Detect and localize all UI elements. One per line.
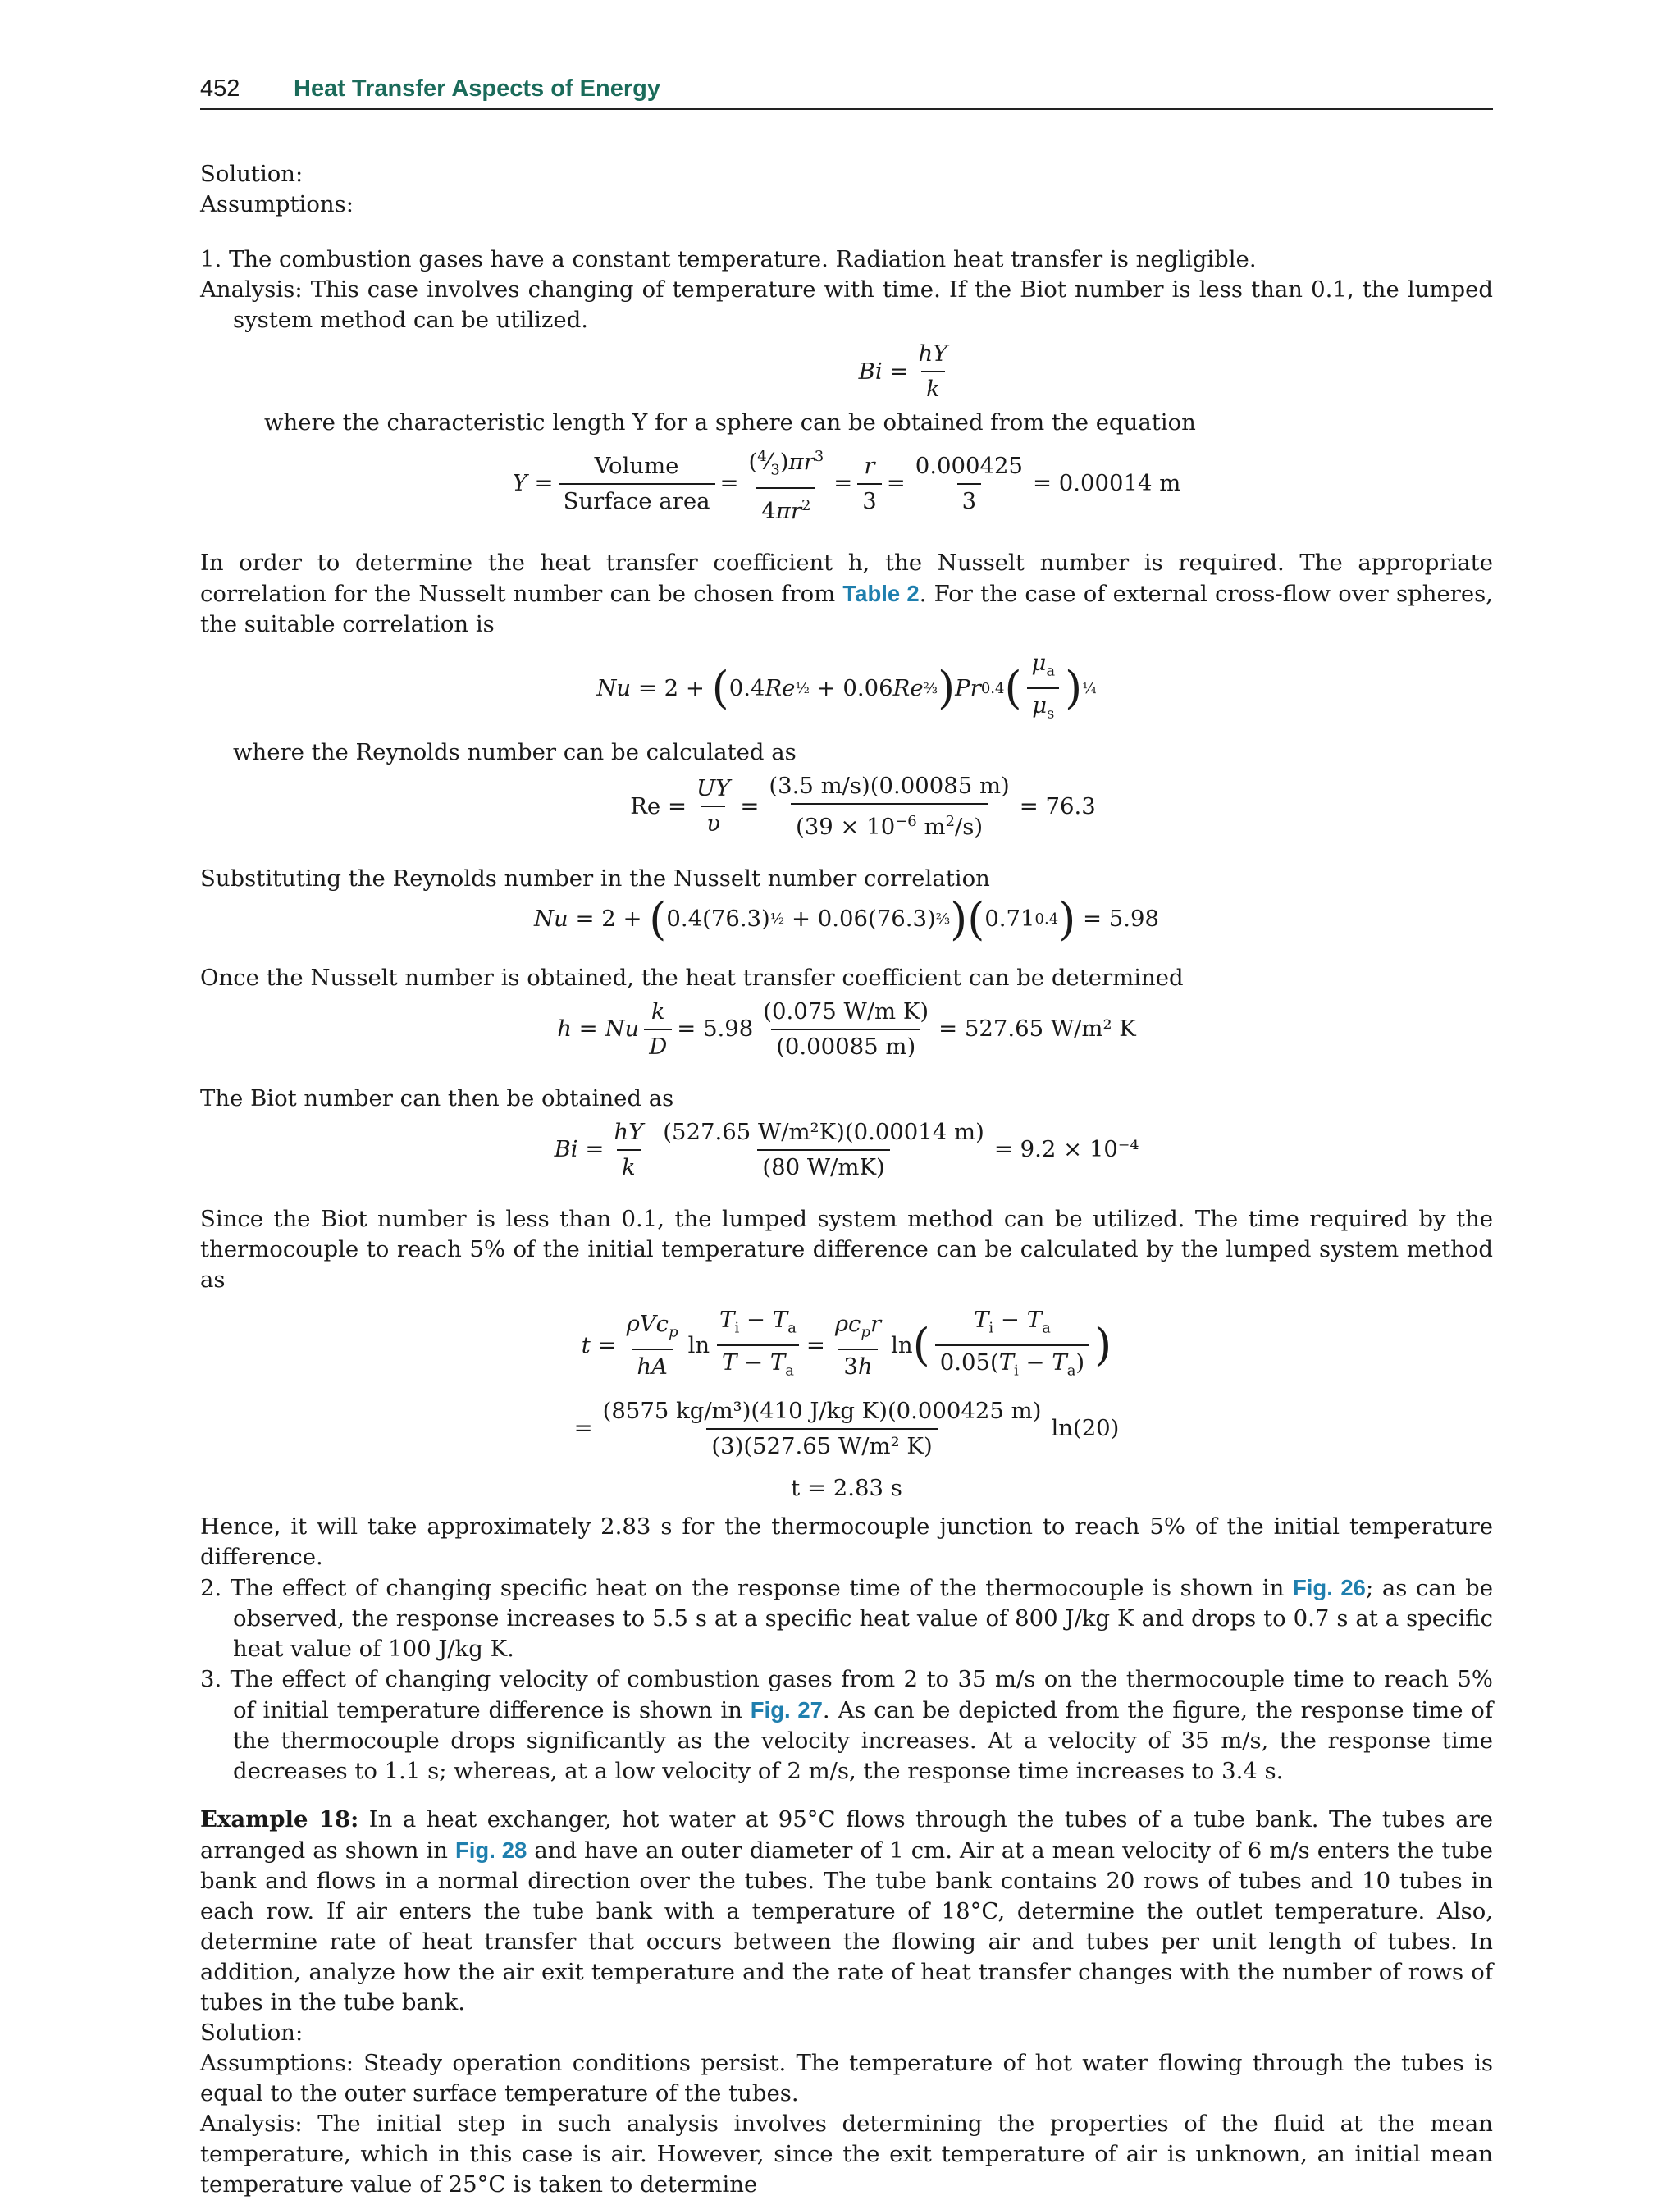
bi-result: = 9.2 × 10⁻⁴	[993, 1136, 1139, 1163]
substituting-text: Substituting the Reynolds number in the Nusselt number correlation	[200, 865, 990, 892]
bi-denominator: (80 W/mK)	[757, 1149, 889, 1183]
reynolds-text: where the Reynolds number can be calculated as	[233, 738, 797, 765]
table-2-link[interactable]: Table 2	[842, 580, 920, 606]
equation-biot-value: Bi = $\frac{hY}{k}$ $\frac{\text{(527.65 W/m²K)(0.00014 m)}}{(80 W/mK)}$ = 9.2 × 10⁻⁴	[200, 1117, 1493, 1183]
assumptions-paragraph-2: Assumptions: Steady operation conditions persist. The temperature of hot water flowing through the tubes is equal to the outer surface temperature of the tubes.	[200, 2049, 1493, 2106]
assumption-item-1: 1. The combustion gases have a constant temperature. Radiation heat transfer is negligible.	[200, 246, 1257, 272]
t-numerator: (8575 kg/m³)(410 J/kg K)(0.000425 m)	[602, 1397, 1042, 1424]
biot-then-text: The Biot number can then be obtained as	[200, 1084, 674, 1111]
hence-text: Hence, it will take approximately 2.83 s for the thermocouple junction to reach 5% of the initial temperature difference.	[200, 1513, 1493, 1570]
running-header	[200, 75, 1493, 110]
solution-label: Solution:	[200, 161, 304, 187]
nu-result: = 5.98	[1083, 906, 1160, 933]
example-18-label: Example 18:	[200, 1805, 359, 1833]
t-denominator: (3)(527.65 W/m² K)	[706, 1428, 937, 1462]
equation-biot-definition: Bi = $\frac{hY}{k}$	[323, 339, 1493, 404]
since-paragraph: Since the Biot number is less than 0.1, the lumped system method can be utilized. The time required by the thermocouple to reach 5% of the initial temperature difference can be calculated by the lumped system method as	[200, 1205, 1493, 1293]
page	[200, 0, 1494, 2198]
fig-28-link[interactable]: Fig. 28	[454, 1837, 527, 1863]
body-text	[200, 159, 1493, 2200]
re-numerator: (3.5 m/s)(0.00085 m)	[769, 772, 1010, 799]
analysis-paragraph-2: Analysis: The initial step in such analysis involves determining the properties of the fluid at the mean temperature, which in this case is air. However, since the exit temperature of air is unknown, an initial mean temperature value of 25°C is taken to determine	[200, 2110, 1493, 2198]
h-numerator: (0.075 W/m K)	[763, 997, 929, 1025]
equation-lumped-time: t = $\frac{\rho Vc_p}{hA}$ ln $\frac{T_i - T_a}{T - T_a}$ = $\frac{\rho c_pr}{3h}$ ln ( $\frac{T_i - T_a}{0.05(T_i - T_a)}$ )	[200, 1305, 1493, 1386]
result-item-3: 3. The effect of changing velocity of combustion gases from 2 to 35 m/s on the thermocouple time to reach 5% of initial temperature difference is shown in Fig. 27. As can be depicted from the figure, the response time of the thermocouple drops significantly as the velocity increases. At a velocity of 35 m/s, the response time decreases to 1.1 s; whereas, at a low velocity of 2 m/s, the response time increases to 3.4 s.	[200, 1665, 1493, 1784]
solution-label-2: Solution:	[200, 2019, 304, 2046]
example-18-paragraph: Example 18: In a heat exchanger, hot water at 95°C flows through the tubes of a tube bank. The tubes are arranged as shown in Fig. 28 and have an outer diameter of 1 cm. Air at a mean velocity of 6 m/s enters the tube bank and flows in a normal direction over the tubes. The tube bank contains 20 rows of tubes and 10 tubes in each row. If air enters the tube bank with a temperature of 18°C, determine the outlet temperature. Also, determine rate of heat transfer that occurs between the flowing air and tubes per unit length of tubes. In addition, analyze how the air exit temperature and the rate of heat transfer changes with the number of rows of tubes in the tube bank.	[200, 1805, 1493, 2015]
assumptions-label: Assumptions:	[200, 191, 354, 217]
fig-27-link[interactable]: Fig. 27	[750, 1696, 823, 1723]
h-denominator: (0.00085 m)	[771, 1029, 920, 1062]
analysis-paragraph: Analysis: This case involves changing of temperature with time. If the Biot number is less than 0.1, the lumped system method can be utilized.	[200, 276, 1493, 333]
running-title: Heat Transfer Aspects of Energy	[294, 75, 660, 102]
equation-lumped-time-numeric: = $\frac{\text{(8575 kg/m³)(410 J/kg K)(0.000425 m)}}{\text{(3)(527.65 W/m² K)}}$ ln(20)	[200, 1396, 1493, 1462]
page-number: 452	[200, 75, 240, 102]
equation-nusselt-value: Nu = 2 + ( 0.4(76.3) ½ + 0.06(76.3) ⅔ ) ( 0.71 0.4 ) = 5.98	[533, 892, 1160, 945]
result-item-2: 2. The effect of changing specific heat on the response time of the thermocouple is shown in Fig. 26; as can be observed, the response increases to 5.5 s at a specific heat value of 800 J/kg K and drops to 0.7 s at a specific heat value of 100 J/kg K.	[200, 1574, 1494, 1662]
fig-26-link[interactable]: Fig. 26	[1292, 1574, 1366, 1600]
nusselt-paragraph: In order to determine the heat transfer coefficient h, the Nusselt number is required. The appropriate correlation for the Nusselt number can be chosen from Table 2. For the case of external cross-flow over spheres, the suitable correlation is	[200, 549, 1494, 637]
re-result: = 76.3	[1019, 792, 1096, 819]
h-result: = 527.65 W/m² K	[938, 1016, 1136, 1043]
equation-nusselt-correlation: Nu = 2 + ( 0.4 Re ½ + 0.06 Re ⅔ ) Pr 0.4 ( $\frac{\mu_a}{\mu_s}$ ) ¼	[200, 648, 1493, 729]
equation-heat-transfer-coefficient: h = Nu $\frac{k}{D}$ = 5.98 $\frac{\text{(0.075 W/m K)}}{(0.00085 m)}$ = 527.65 W/m² K	[200, 997, 1493, 1062]
characteristic-length-text: where the characteristic length Y for a sphere can be obtained from the equation	[264, 409, 1196, 436]
bi-numerator: (527.65 W/m²K)(0.00014 m)	[663, 1118, 984, 1145]
once-text: Once the Nusselt number is obtained, the heat transfer coefficient can be determined	[200, 964, 1184, 991]
y-result: = 0.00014 m	[1033, 470, 1181, 497]
equation-characteristic-length: Y = $\frac{\text{Volume}}{\text{Surface area}}$ = $\frac{(^4⁄_3)\pi r^3}{4\pi r^2}$ = $\frac{r}{3}$ = $\frac{0.000425}{3}$ = 0.00014 m	[200, 441, 1493, 527]
equation-reynolds: Re = $\frac{UY}{\upsilon}$ = $\frac{(3.5 m/s)(0.00085 m)}{(39 \times 10^{-6} m^2/s)}$ = 76.3	[233, 771, 1493, 842]
time-result: t = 2.83 s	[791, 1474, 902, 1501]
